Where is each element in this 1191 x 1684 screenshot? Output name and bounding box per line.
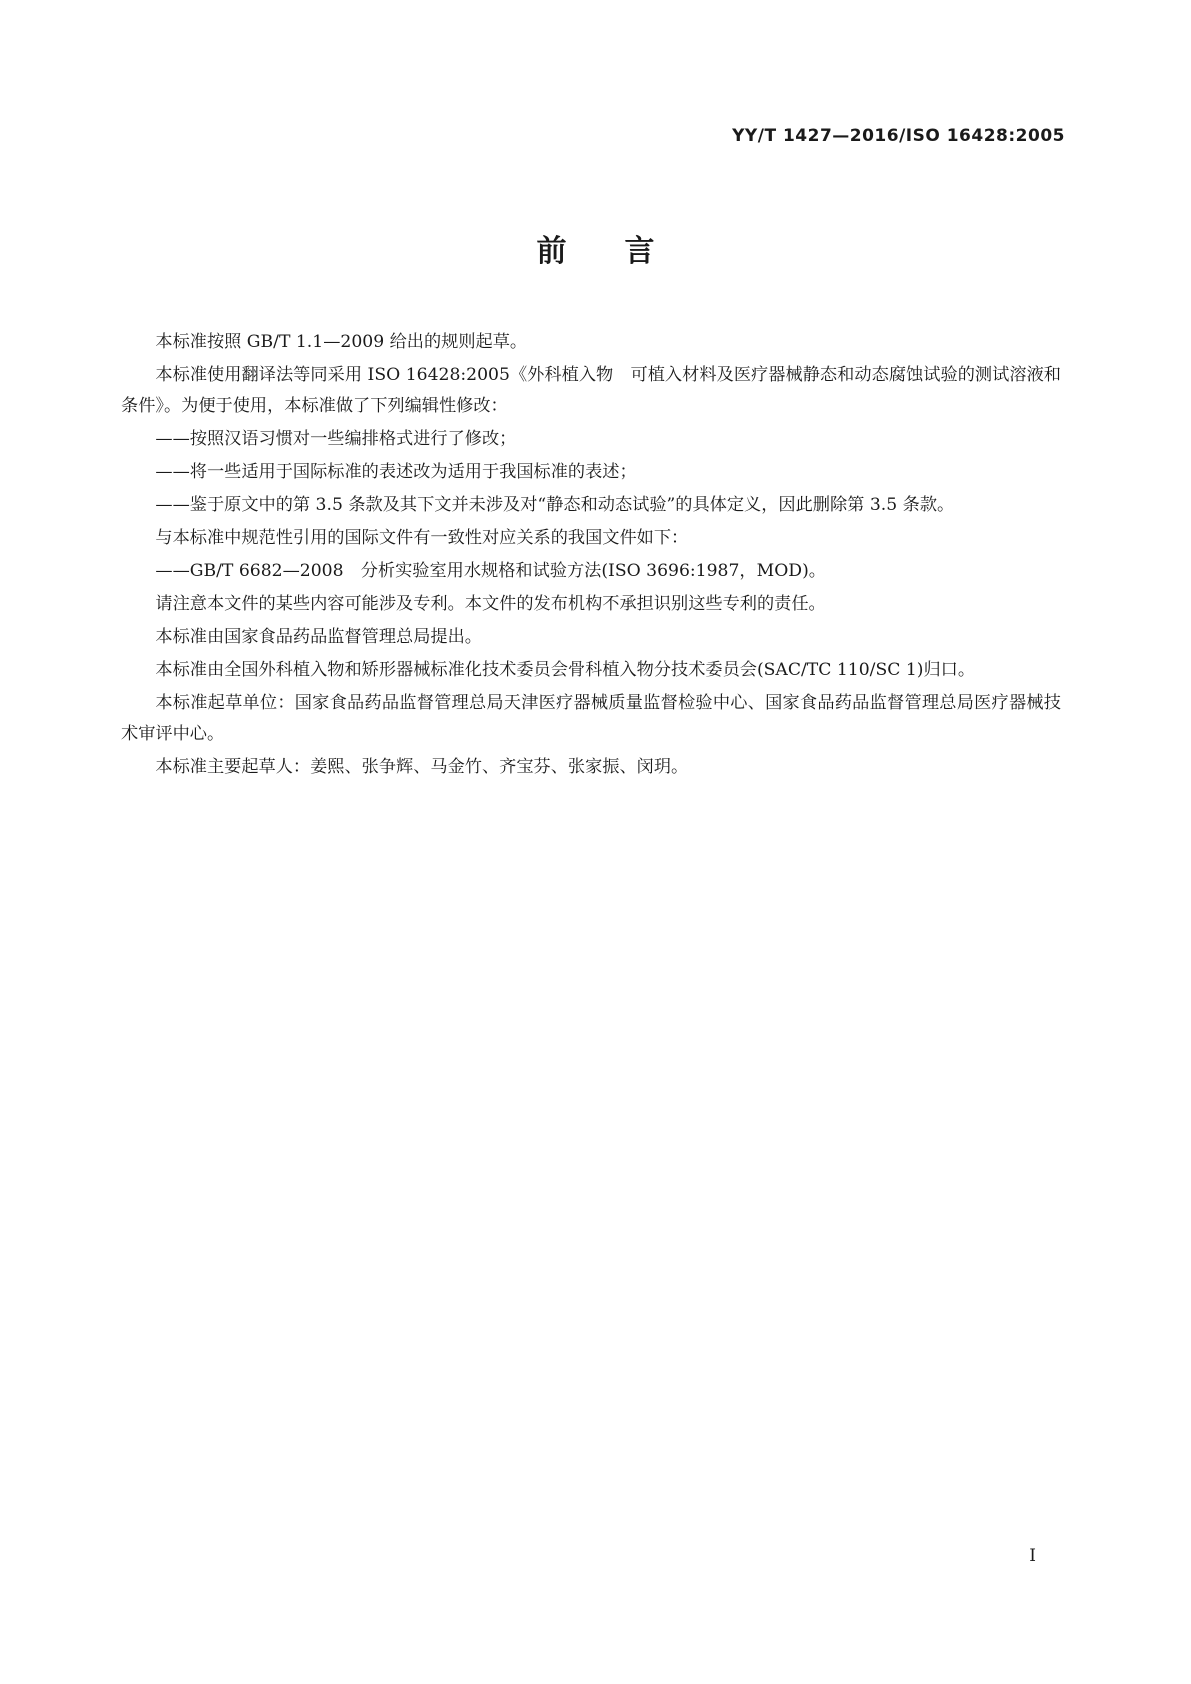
paragraph-proposed-by: 本标准由国家食品药品监督管理总局提出。 [155, 627, 482, 647]
paragraph-drafting-units: 本标准起草单位：国家食品药品监督管理总局天津医疗器械质量监督检验中心、国家食品药品监督管理总局医疗器械技术审评中心。 [121, 693, 1061, 744]
list-item-expression-change: ——将一些适用于国际标准的表述改为适用于我国标准的表述； [155, 462, 637, 482]
list-item-clause-deletion: ——鉴于原文中的第 3.5 条款及其下文并未涉及对“静态和动态试验”的具体定义，因此删除第 3.5 条款。 [155, 495, 955, 515]
foreword-body [121, 327, 1061, 785]
page-number: I [1029, 1546, 1036, 1566]
paragraph-corresponding-documents: 与本标准中规范性引用的国际文件有一致性对应关系的我国文件如下： [155, 528, 689, 548]
paragraph-patent-notice: 请注意本文件的某些内容可能涉及专利。本文件的发布机构不承担识别这些专利的责任。 [155, 594, 826, 614]
paragraph-centralized-by: 本标准由全国外科植入物和矫形器械标准化技术委员会骨科植入物分技术委员会(SAC/TC 110/SC 1)归口。 [155, 660, 976, 680]
paragraph-drafting-rules: 本标准按照 GB/T 1.1—2009 给出的规则起草。 [155, 332, 528, 352]
paragraph-drafters: 本标准主要起草人：姜熙、张争辉、马金竹、齐宝芬、张家振、闵玥。 [155, 757, 689, 777]
page-title: 前言 [536, 234, 713, 269]
paragraph-adoption: 本标准使用翻译法等同采用 ISO 16428:2005《外科植入物 可植入材料及医疗器械静态和动态腐蚀试验的测试溶液和条件》。为便于使用，本标准做了下列编辑性修改： [121, 365, 1061, 416]
list-item-format-change: ——按照汉语习惯对一些编排格式进行了修改； [155, 429, 517, 449]
list-item-gbt6682: ——GB/T 6682—2008 分析实验室用水规格和试验方法(ISO 3696:1987，MOD)。 [155, 561, 826, 581]
standard-number: YY/T 1427—2016/ISO 16428:2005 [732, 126, 1065, 146]
